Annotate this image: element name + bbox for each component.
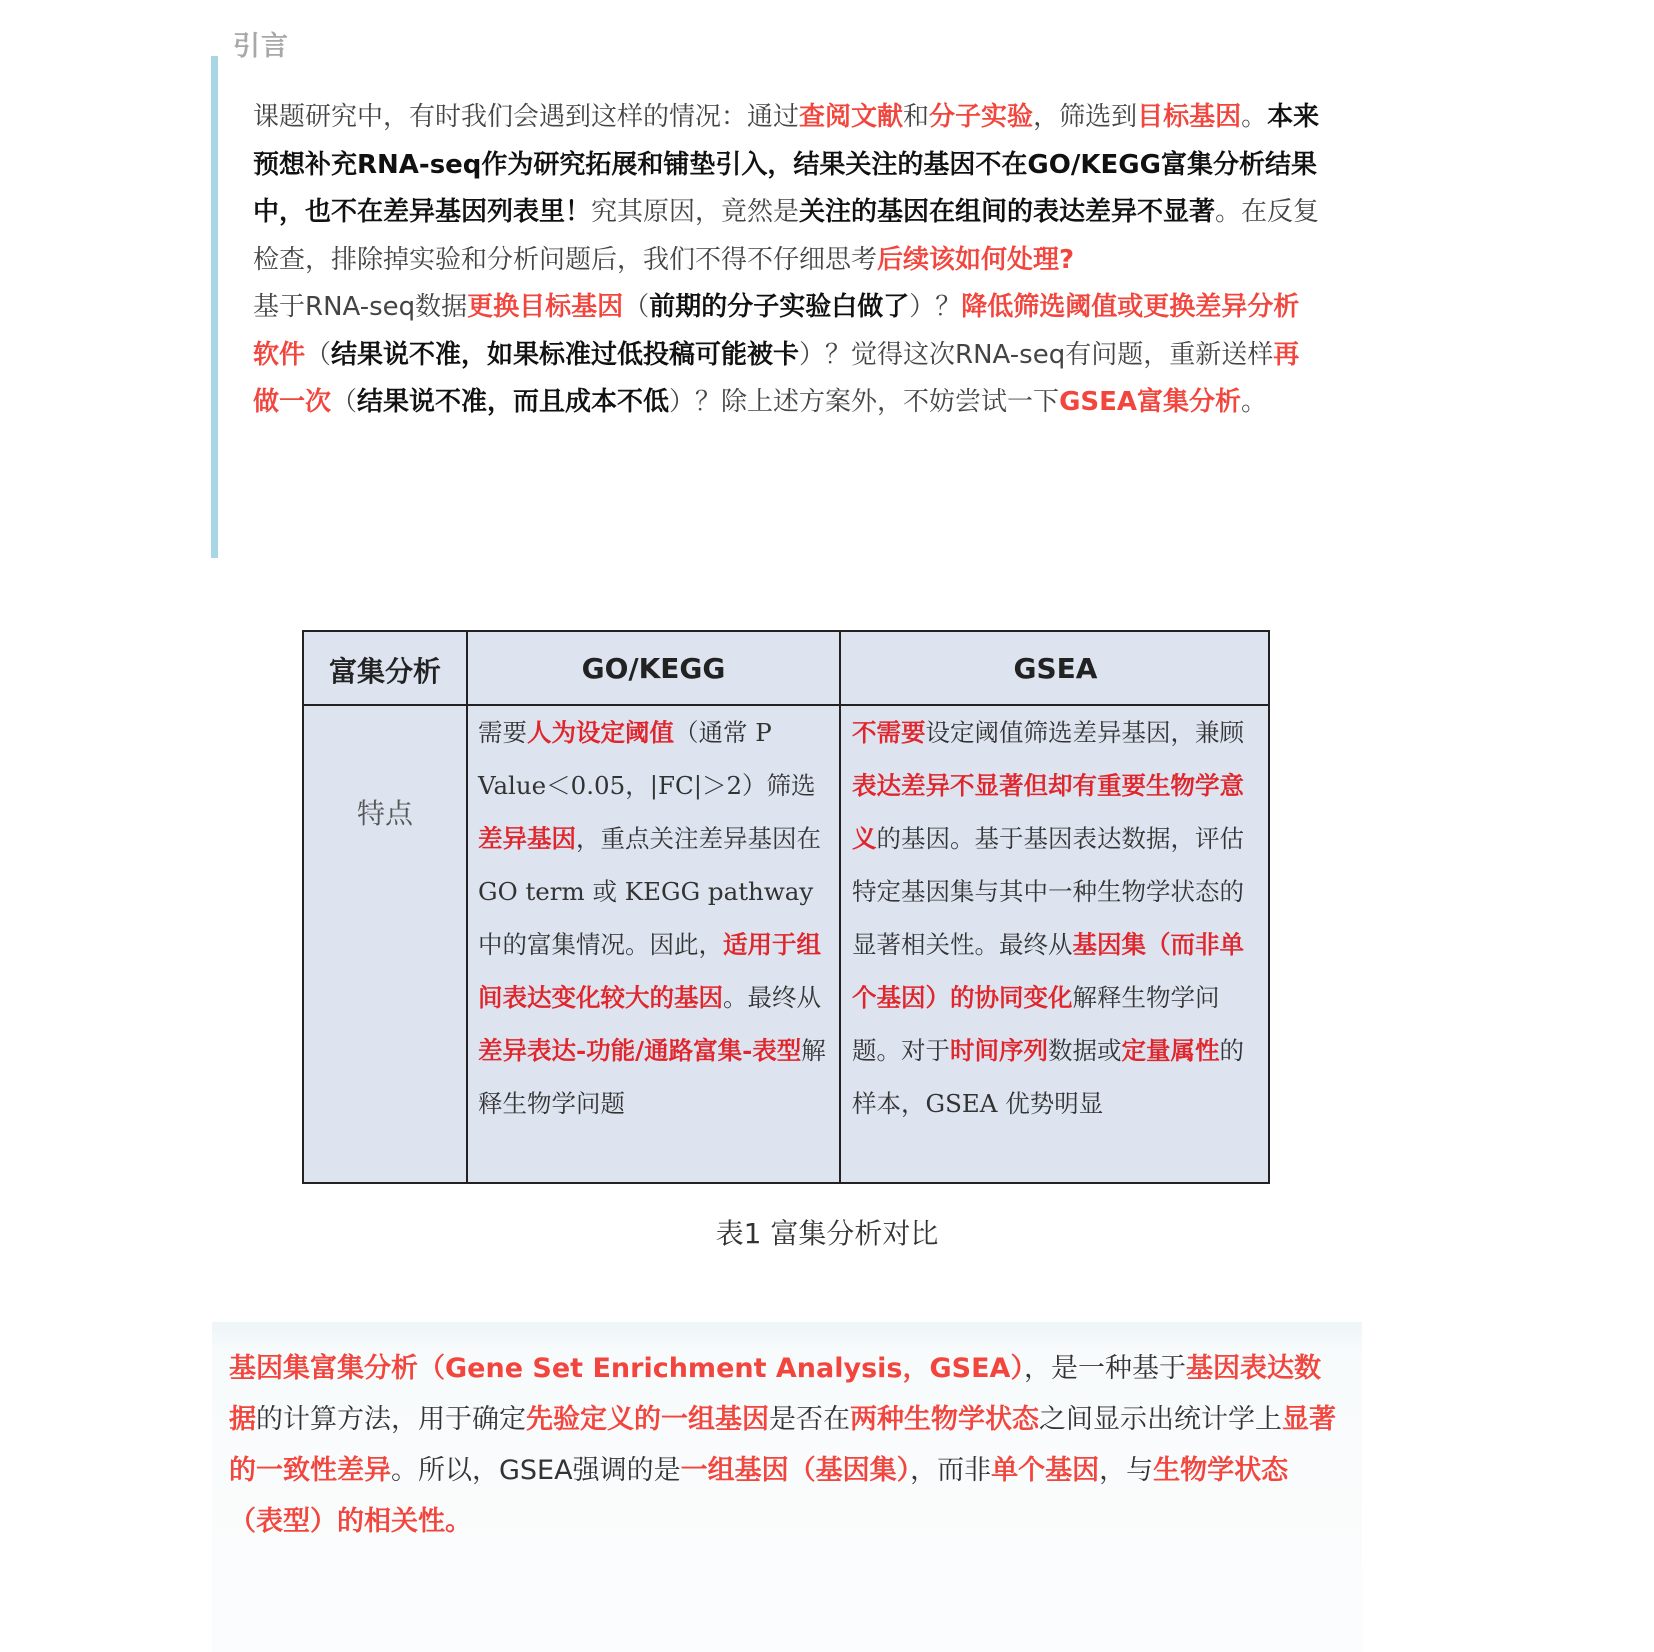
highlight-text: 查阅文献 bbox=[799, 102, 904, 132]
body-text: 。在反复检查，排除掉实验和分析问题后，我们不得不仔细思考 bbox=[253, 197, 1320, 275]
table-header-enrichment: 富集分析 bbox=[328, 655, 441, 688]
highlight-text: 分子实验 bbox=[929, 102, 1034, 132]
body-text: 解释生物学问题 bbox=[478, 1036, 826, 1118]
highlight-text: 两种生物学状态 bbox=[850, 1404, 1039, 1435]
intro-blockquote bbox=[253, 94, 1323, 427]
highlight-text: 生物学状态（表型）的相关性。 bbox=[229, 1455, 1289, 1537]
highlight-text: 基因表达数据 bbox=[229, 1353, 1321, 1435]
body-text: ）？除上述方案外，不妨尝试一下 bbox=[669, 387, 1060, 417]
table-row-label: 特点 bbox=[356, 797, 413, 830]
body-text: 的样本，GSEA 优势明显 bbox=[852, 1036, 1244, 1118]
body-text: ，是一种基于 bbox=[1023, 1353, 1186, 1384]
table-header-gsea: GSEA bbox=[1013, 652, 1098, 685]
intro-paragraph-1 bbox=[253, 94, 1323, 284]
table-cell-gsea bbox=[852, 706, 1260, 1130]
bold-text: 关注的基因在组间的表达差异不显著 bbox=[799, 197, 1216, 227]
body-text: （通常 P Value＜0.05，|FC|＞2）筛选 bbox=[478, 718, 816, 800]
highlight-text: 时间序列 bbox=[950, 1036, 1048, 1065]
body-text: ）？觉得这次RNA-seq有问题，重新送样 bbox=[799, 339, 1274, 370]
highlight-text: 显著的一致性差异 bbox=[229, 1404, 1336, 1486]
highlight-text: 后续该如何处理? bbox=[877, 244, 1075, 275]
body-text: 课题研究中，有时我们会遇到这样的情况：通过 bbox=[253, 102, 800, 132]
highlight-text: 更换目标基因 bbox=[467, 292, 624, 322]
table-header-gokegg: GO/KEGG bbox=[581, 652, 726, 685]
highlight-text: GSEA富集分析 bbox=[1059, 387, 1242, 417]
highlight-text: 人为设定阈值 bbox=[527, 718, 674, 747]
body-text: 究其原因，竟然是 bbox=[591, 197, 800, 227]
body-text: ）？ bbox=[909, 292, 962, 322]
bold-text: 结果说不准，如果标准过低投稿可能被卡 bbox=[331, 339, 800, 370]
intro-paragraph-2 bbox=[253, 284, 1323, 427]
blockquote-bar bbox=[211, 56, 218, 558]
body-text: 。最终从 bbox=[723, 983, 821, 1012]
body-text: 数据或 bbox=[1048, 1036, 1122, 1065]
table-divider bbox=[839, 632, 841, 1182]
table-cell-gokegg bbox=[478, 706, 830, 1130]
highlight-text: 单个基因 bbox=[991, 1455, 1100, 1486]
highlight-text: 不需要 bbox=[852, 718, 926, 747]
body-text: （ bbox=[623, 292, 650, 322]
highlight-text: 表达差异不显著但却有重要生物学意义 bbox=[852, 771, 1244, 853]
body-text: 解释生物学问题。对于 bbox=[852, 983, 1220, 1065]
body-text: ，筛选到 bbox=[1033, 102, 1138, 132]
body-text: 。所以，GSEA强调的是 bbox=[391, 1455, 681, 1486]
highlight-text: 定量属性 bbox=[1121, 1036, 1220, 1065]
definition-text bbox=[229, 1343, 1339, 1547]
body-text: 。 bbox=[1241, 387, 1268, 417]
body-text: 设定阈值筛选差异基因，兼顾 bbox=[925, 718, 1244, 747]
highlight-text: 差异基因 bbox=[478, 824, 576, 853]
body-text: 是否在 bbox=[769, 1404, 850, 1435]
highlight-text: 基因集（而非单个基因）的协同变化 bbox=[852, 930, 1244, 1012]
bold-text: 本来预想补充RNA-seq作为研究拓展和铺垫引入，结果关注的基因不在GO/KEGG富集分析结果中，也不在差异基因列表里！ bbox=[253, 102, 1320, 227]
body-text: 和 bbox=[903, 102, 930, 132]
bold-text: 前期的分子实验白做了 bbox=[649, 292, 910, 322]
highlight-text: 再做一次 bbox=[253, 339, 1300, 417]
body-text: 的计算方法，用于确定 bbox=[256, 1404, 526, 1435]
body-text: ，与 bbox=[1099, 1455, 1154, 1486]
highlight-text: 目标基因 bbox=[1137, 102, 1242, 132]
body-text: 需要 bbox=[478, 718, 527, 747]
highlight-text: 降低筛选阈值或更换差异分析软件 bbox=[253, 292, 1300, 370]
body-text: ，而非 bbox=[910, 1455, 992, 1486]
body-text: （ bbox=[331, 387, 358, 417]
body-text: ，重点关注差异基因在 GO term 或 KEGG pathway 中的富集情况。因此， bbox=[478, 824, 821, 959]
highlight-text: 差异表达-功能/通路富集-表型 bbox=[478, 1036, 802, 1065]
highlight-text: 适用于组间表达变化较大的基因 bbox=[478, 930, 821, 1012]
section-heading: 引言 bbox=[233, 31, 289, 62]
table-divider bbox=[466, 632, 468, 1182]
comparison-table bbox=[302, 630, 1270, 1184]
body-text: 。 bbox=[1241, 102, 1268, 132]
bold-text: 结果说不准，而且成本不低 bbox=[357, 387, 670, 417]
body-text: 基于RNA-seq数据 bbox=[253, 292, 468, 322]
body-text: 的基因。基于基因表达数据，评估特定基因集与其中一种生物学状态的显著相关性。最终从 bbox=[852, 824, 1244, 959]
highlight-text: 先验定义的一组基因 bbox=[526, 1404, 769, 1435]
table-caption: 表1 富集分析对比 bbox=[715, 1217, 939, 1250]
body-text: （ bbox=[305, 339, 332, 370]
highlight-text: 一组基因（基因集） bbox=[680, 1455, 911, 1486]
highlight-text: 基因集富集分析（Gene Set Enrichment Analysis，GSEA） bbox=[229, 1353, 1024, 1384]
body-text: 之间显示出统计学上 bbox=[1039, 1404, 1282, 1435]
